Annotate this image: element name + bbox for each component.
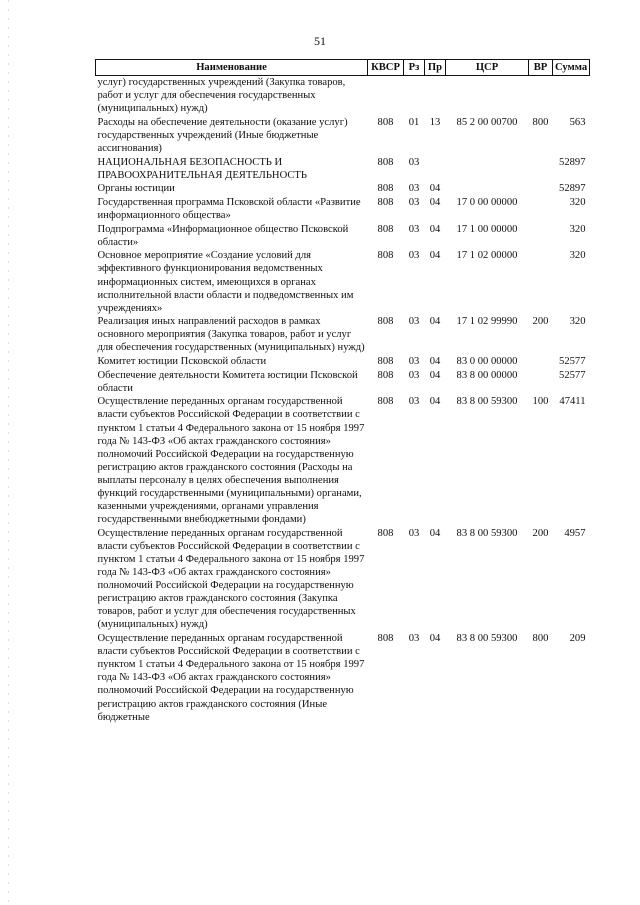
row-sum: 563 <box>569 116 586 128</box>
row-sum: 52577 <box>559 369 586 381</box>
row-kvsr: 808 <box>377 396 394 408</box>
row-csr <box>446 76 529 116</box>
row-csr: 17 1 00 00000 <box>456 223 518 235</box>
row-vr: 200 <box>532 527 549 539</box>
table-row <box>96 632 590 724</box>
header-pr: Пр <box>425 60 446 76</box>
table-row <box>96 116 590 156</box>
table-row <box>96 182 590 196</box>
row-csr: 17 1 02 00000 <box>456 250 518 262</box>
row-pr <box>425 76 446 116</box>
row-sum: 52897 <box>559 183 586 195</box>
row-sum: 320 <box>569 223 586 235</box>
table-row <box>96 76 590 116</box>
row-name: Осуществление переданных органам государственной власти субъектов Российской Федерации в соответствии с пунктом 1 статьи 4 Федерального закона от 15 ноября 1997 года № 143-ФЗ «Об актах гражданского состояния» полномочий Российской Федерации на государственную регистрацию актов гражданского состояния (Иные бюджетные <box>97 633 365 723</box>
header-kvsr: КВСР <box>368 60 404 76</box>
page-number: 51 <box>314 34 326 48</box>
row-kvsr: 808 <box>377 356 394 368</box>
row-kvsr: 808 <box>377 633 394 645</box>
row-kvsr: 808 <box>377 183 394 195</box>
header-sum: Сумма <box>553 60 590 76</box>
header-vr: ВР <box>529 60 553 76</box>
table-row <box>96 249 590 315</box>
scan-edge-mark <box>8 0 9 905</box>
table-row <box>96 369 590 396</box>
header-csr: ЦСР <box>446 60 529 76</box>
row-rz: 03 <box>408 223 420 235</box>
row-vr <box>529 369 553 396</box>
row-name: Государственная программа Псковской области «Развитие информационного общества» <box>97 196 361 222</box>
row-sum <box>553 76 590 116</box>
row-name: Осуществление переданных органам государственной власти субъектов Российской Федерации в соответствии с пунктом 1 статьи 4 Федерального закона от 15 ноября 1997 года № 143-ФЗ «Об актах гражданского состояния» полномочий Российской Федерации на государственную регистрацию актов гражданского состояния (Закупка товаров, работ и услуг для обеспечения государственных (муниципальных) нужд) <box>97 527 365 631</box>
row-rz: 03 <box>408 316 420 328</box>
row-pr <box>425 156 446 183</box>
row-kvsr: 808 <box>377 223 394 235</box>
row-pr: 04 <box>429 369 441 381</box>
table-row <box>96 196 590 223</box>
row-pr: 04 <box>429 250 441 262</box>
row-vr <box>529 76 553 116</box>
row-pr: 13 <box>429 116 441 128</box>
row-vr: 200 <box>532 316 549 328</box>
row-rz: 03 <box>408 156 420 168</box>
row-pr: 04 <box>429 223 441 235</box>
row-name: Обеспечение деятельности Комитета юстиции Псковской области <box>97 369 358 394</box>
row-csr: 17 1 02 99990 <box>456 316 518 328</box>
row-name: Осуществление переданных органам государственной власти субъектов Российской Федерации в соответствии с пунктом 1 статьи 4 Федерального закона от 15 ноября 1997 года № 143-ФЗ «Об актах гражданского состояния» полномочий Российской Федерации на государственную регистрацию актов гражданского состояния (Расходы на выплаты персоналу в целях обеспечения выполнения функций государственными (муниципальными) органами, казенными учреждениями, органами управления государственными внебюджетными фондами) <box>97 396 365 526</box>
table-row <box>96 527 590 632</box>
row-kvsr: 808 <box>377 527 394 539</box>
row-name: Расходы на обеспечение деятельности (оказание услуг) государственных учреждений (Иные бюджетные ассигнования) <box>97 116 348 155</box>
row-kvsr: 808 <box>377 316 394 328</box>
row-sum: 209 <box>569 633 586 645</box>
row-vr <box>529 355 553 369</box>
row-sum: 320 <box>569 196 586 208</box>
row-name: Органы юстиции <box>97 183 175 195</box>
row-csr: 85 2 00 00700 <box>456 116 518 128</box>
row-rz: 01 <box>408 116 420 128</box>
row-vr <box>529 196 553 223</box>
row-rz: 03 <box>408 356 420 368</box>
row-csr <box>446 156 529 183</box>
row-name: Подпрограмма «Информационное общество Псковской области» <box>97 223 349 248</box>
row-rz: 03 <box>408 183 420 195</box>
row-rz: 03 <box>408 196 420 208</box>
row-name: услуг) государственных учреждений (Закупка товаров, работ и услуг для обеспечения государственных (муниципальных) нужд) <box>97 77 346 115</box>
row-sum: 320 <box>569 250 586 262</box>
row-vr <box>529 182 553 196</box>
row-vr: 800 <box>532 633 549 645</box>
budget-table <box>95 59 590 724</box>
row-kvsr: 808 <box>377 369 394 381</box>
row-pr: 04 <box>429 183 441 195</box>
row-sum: 52577 <box>559 356 586 368</box>
row-pr: 04 <box>429 396 441 408</box>
budget-table-container <box>95 59 589 724</box>
row-vr: 800 <box>532 116 549 128</box>
row-csr: 17 0 00 00000 <box>456 196 518 208</box>
row-name: Комитет юстиции Псковской области <box>97 356 267 368</box>
row-name: НАЦИОНАЛЬНАЯ БЕЗОПАСНОСТЬ И ПРАВООХРАНИТЕЛЬНАЯ ДЕЯТЕЛЬНОСТЬ <box>97 156 307 181</box>
row-vr <box>529 156 553 183</box>
row-sum: 4957 <box>564 527 586 539</box>
table-row <box>96 315 590 355</box>
row-pr: 04 <box>429 356 441 368</box>
row-name: Реализация иных направлений расходов в рамках основного мероприятия (Закупка товаров, работ и услуг для обеспечения государственных (муниципальных) нужд) <box>97 316 365 354</box>
row-rz <box>404 76 425 116</box>
row-kvsr: 808 <box>377 250 394 262</box>
row-vr <box>529 223 553 250</box>
row-rz: 03 <box>408 250 420 262</box>
row-kvsr: 808 <box>377 116 394 128</box>
row-pr: 04 <box>429 633 441 645</box>
row-name: Основное мероприятие «Создание условий для эффективного функционирования ведомственных информационных систем, имеющихся в органах исполнительной власти области и подведомственных им учреждениях» <box>97 250 354 314</box>
row-csr: 83 8 00 59300 <box>456 633 518 645</box>
table-header <box>96 60 590 76</box>
row-kvsr: 808 <box>377 196 394 208</box>
row-csr <box>446 182 529 196</box>
row-rz: 03 <box>408 527 420 539</box>
table-row <box>96 355 590 369</box>
row-kvsr <box>368 76 404 116</box>
row-sum: 52897 <box>559 156 586 168</box>
row-vr <box>529 249 553 315</box>
table-row <box>96 223 590 250</box>
table-body <box>96 76 590 725</box>
header-rz: Рз <box>404 60 425 76</box>
row-rz: 03 <box>408 633 420 645</box>
row-csr: 83 8 00 59300 <box>456 527 518 539</box>
row-kvsr: 808 <box>377 156 394 168</box>
row-rz: 03 <box>408 396 420 408</box>
row-csr: 83 0 00 00000 <box>456 356 518 368</box>
row-sum: 47411 <box>559 396 586 408</box>
table-row <box>96 395 590 526</box>
row-pr: 04 <box>429 196 441 208</box>
row-vr: 100 <box>532 396 549 408</box>
row-rz: 03 <box>408 369 420 381</box>
row-csr: 83 8 00 59300 <box>456 396 518 408</box>
row-pr: 04 <box>429 316 441 328</box>
row-sum: 320 <box>569 316 586 328</box>
row-csr: 83 8 00 00000 <box>456 369 518 381</box>
table-row <box>96 156 590 183</box>
row-pr: 04 <box>429 527 441 539</box>
header-name: Наименование <box>96 60 368 76</box>
